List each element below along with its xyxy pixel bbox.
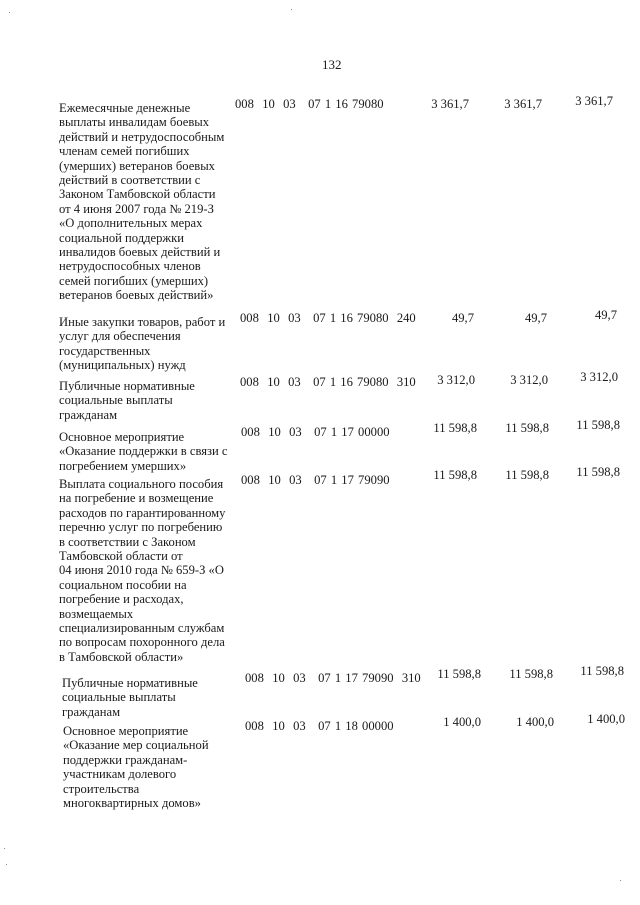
row-value-1: 1 400,0 bbox=[443, 715, 481, 729]
scan-speck bbox=[291, 9, 292, 10]
row-codes: 008 10 03 07 1 17 79090 bbox=[241, 473, 390, 487]
row-description: Основное мероприятие «Оказание мер социальной поддержки гражданам- участникам долевого строительства многоквартирных домов» bbox=[63, 724, 209, 811]
row-value-1: 3 312,0 bbox=[437, 373, 475, 387]
scan-speck bbox=[620, 880, 621, 881]
row-value-1: 49,7 bbox=[451, 311, 474, 325]
row-value-2: 11 598,8 bbox=[505, 468, 549, 482]
row-value-1: 3 361,7 bbox=[431, 97, 469, 111]
scan-speck bbox=[9, 12, 10, 13]
row-codes: 008 10 03 07 1 16 79080 bbox=[235, 97, 384, 111]
page-number: 132 bbox=[322, 57, 342, 72]
row-codes: 008 10 03 07 1 17 00000 bbox=[241, 425, 390, 439]
scan-speck bbox=[6, 864, 7, 865]
row-value-1: 11 598,8 bbox=[433, 468, 477, 482]
row-value-2: 11 598,8 bbox=[509, 667, 553, 681]
row-value-2: 49,7 bbox=[524, 311, 547, 325]
scan-speck bbox=[4, 848, 5, 849]
row-description: Основное мероприятие «Оказание поддержки в связи с погребением умерших» bbox=[59, 430, 228, 473]
row-value-3: 49,7 bbox=[594, 308, 617, 322]
row-codes: 008 10 03 07 1 17 79090 310 bbox=[245, 671, 421, 685]
row-value-3: 11 598,8 bbox=[576, 418, 620, 432]
row-value-3: 1 400,0 bbox=[587, 712, 625, 726]
row-codes: 008 10 03 07 1 16 79080 240 bbox=[240, 311, 416, 325]
row-value-2: 1 400,0 bbox=[516, 715, 554, 729]
row-value-2: 3 312,0 bbox=[510, 373, 548, 387]
row-value-3: 11 598,8 bbox=[576, 465, 620, 479]
row-value-1: 11 598,8 bbox=[433, 421, 477, 435]
row-description: Публичные нормативные социальные выплаты гражданам bbox=[59, 379, 195, 422]
row-description: Иные закупки товаров, работ и услуг для обеспечения государственных (муниципальных) нужд bbox=[59, 315, 226, 373]
row-value-2: 3 361,7 bbox=[504, 97, 542, 111]
row-value-3: 3 312,0 bbox=[580, 370, 618, 384]
row-value-2: 11 598,8 bbox=[505, 421, 549, 435]
row-description: Выплата социального пособия на погребение и возмещение расходов по гарантированному перечню услуг по погребению в соответствии с Законом Тамбовской области от 04 июня 2010 года № 659-З «О социальном пособии на погребение и расходах, возмещаемых специализированным службам по вопросам похоронного дела в Тамбовской области» bbox=[59, 477, 226, 664]
row-codes: 008 10 03 07 1 18 00000 bbox=[245, 719, 394, 733]
row-description: Публичные нормативные социальные выплаты гражданам bbox=[62, 676, 198, 719]
row-value-1: 11 598,8 bbox=[437, 667, 481, 681]
row-description: Ежемесячные денежные выплаты инвалидам боевых действий и нетрудоспособным членам семей погибших (умерших) ветеранов боевых действий в соответствии с Законом Тамбовской области от 4 июня 2007 года № 219-З «О дополнительных мерах социальной поддержки инвалидов боевых действий и нетрудоспособных членов семей погибших (умерших) ветеранов боевых действий» bbox=[59, 101, 225, 303]
row-value-3: 11 598,8 bbox=[580, 664, 624, 678]
row-value-3: 3 361,7 bbox=[575, 94, 613, 108]
row-codes: 008 10 03 07 1 16 79080 310 bbox=[240, 375, 416, 389]
